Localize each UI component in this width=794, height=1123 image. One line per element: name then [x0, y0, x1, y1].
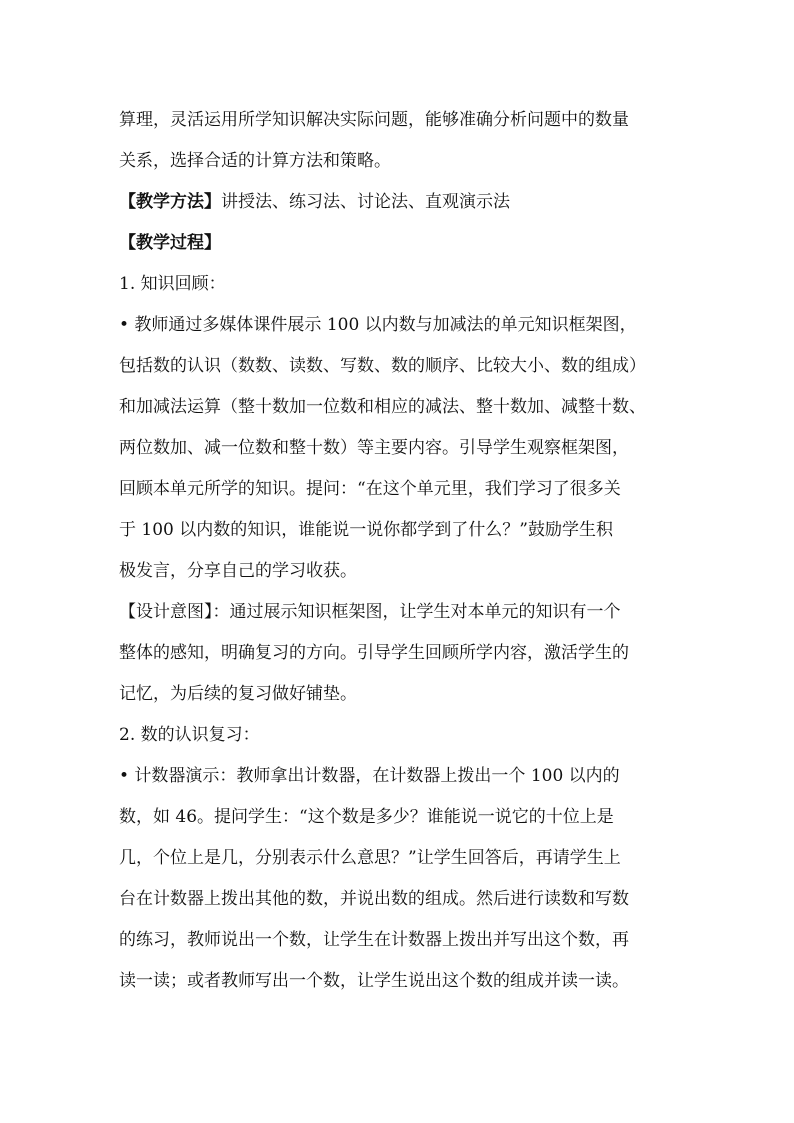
line-text: 关系，选择合适的计算方法和策略。: [119, 151, 391, 171]
step-heading: [119, 264, 679, 305]
line-text: 记忆，为后续的复习做好铺垫。: [119, 684, 357, 704]
paragraph-line: [119, 469, 679, 510]
paragraph-line: [119, 797, 679, 838]
line-text: 1. 知识回顾：: [119, 274, 226, 294]
line-text: 台在计数器上拨出其他的数，并说出数的组成。然后进行读数和写数: [119, 889, 629, 909]
step-heading: [119, 715, 679, 756]
paragraph-line: [119, 961, 679, 1002]
line-text: 于 100 以内数的知识，谁能说一说你都学到了什么？”鼓励学生积: [119, 520, 613, 540]
line-text: 回顾本单元所学的知识。提问：“在这个单元里，我们学习了很多关: [119, 479, 621, 499]
line-text: 讲授法、练习法、讨论法、直观演示法: [221, 192, 510, 212]
line-text: 和加减法运算（整十数加一位数和相应的减法、整十数加、减整十数、: [119, 397, 646, 417]
paragraph-line: [119, 141, 679, 182]
paragraph-line: [119, 305, 679, 346]
section-heading: 【教学过程】: [119, 233, 221, 253]
line-text: 的练习，教师说出一个数，让学生在计数器上拨出并写出这个数，再: [119, 930, 629, 950]
line-text: 算理，灵活运用所学知识解决实际问题，能够准确分析问题中的数量: [119, 110, 629, 130]
paragraph-line: [119, 592, 679, 633]
paragraph-line: [119, 387, 679, 428]
line-text: 整体的感知，明确复习的方向。引导学生回顾所学内容，激活学生的: [119, 643, 629, 663]
paragraph-line: [119, 674, 679, 715]
line-text: 几，个位上是几，分别表示什么意思？”让学生回答后，再请学生上: [119, 848, 621, 868]
paragraph-line: [119, 633, 679, 674]
line-text: 数，如 46。提问学生：“这个数是多少？谁能说一说它的十位上是: [119, 807, 614, 827]
line-text: • 计数器演示：教师拿出计数器，在计数器上拨出一个 100 以内的: [119, 766, 620, 786]
section-label: 【教学方法】: [119, 192, 221, 212]
paragraph-line: [119, 920, 679, 961]
line-text: 【设计意图】：通过展示知识框架图，让学生对本单元的知识有一个: [119, 602, 621, 622]
paragraph-line: [119, 551, 679, 592]
line-text: 极发言，分享自己的学习收获。: [119, 561, 357, 581]
paragraph-line: [119, 510, 679, 551]
line-text: 2. 数的认识复习：: [119, 725, 260, 745]
line-text: 包括数的认识（数数、读数、写数、数的顺序、比较大小、数的组成）: [119, 356, 646, 376]
line-text: • 教师通过多媒体课件展示 100 以内数与加减法的单元知识框架图，: [119, 315, 637, 335]
paragraph-line: [119, 346, 679, 387]
paragraph-line: [119, 100, 679, 141]
paragraph-line: [119, 838, 679, 879]
document-body: [119, 100, 679, 1002]
teaching-methods-line: [119, 182, 679, 223]
paragraph-line: [119, 428, 679, 469]
line-text: 两位数加、减一位数和整十数）等主要内容。引导学生观察框架图，: [119, 438, 629, 458]
paragraph-line: [119, 879, 679, 920]
teaching-process-heading: [119, 223, 679, 264]
paragraph-line: [119, 756, 679, 797]
line-text: 读一读；或者教师写出一个数，让学生说出这个数的组成并读一读。: [119, 971, 629, 991]
